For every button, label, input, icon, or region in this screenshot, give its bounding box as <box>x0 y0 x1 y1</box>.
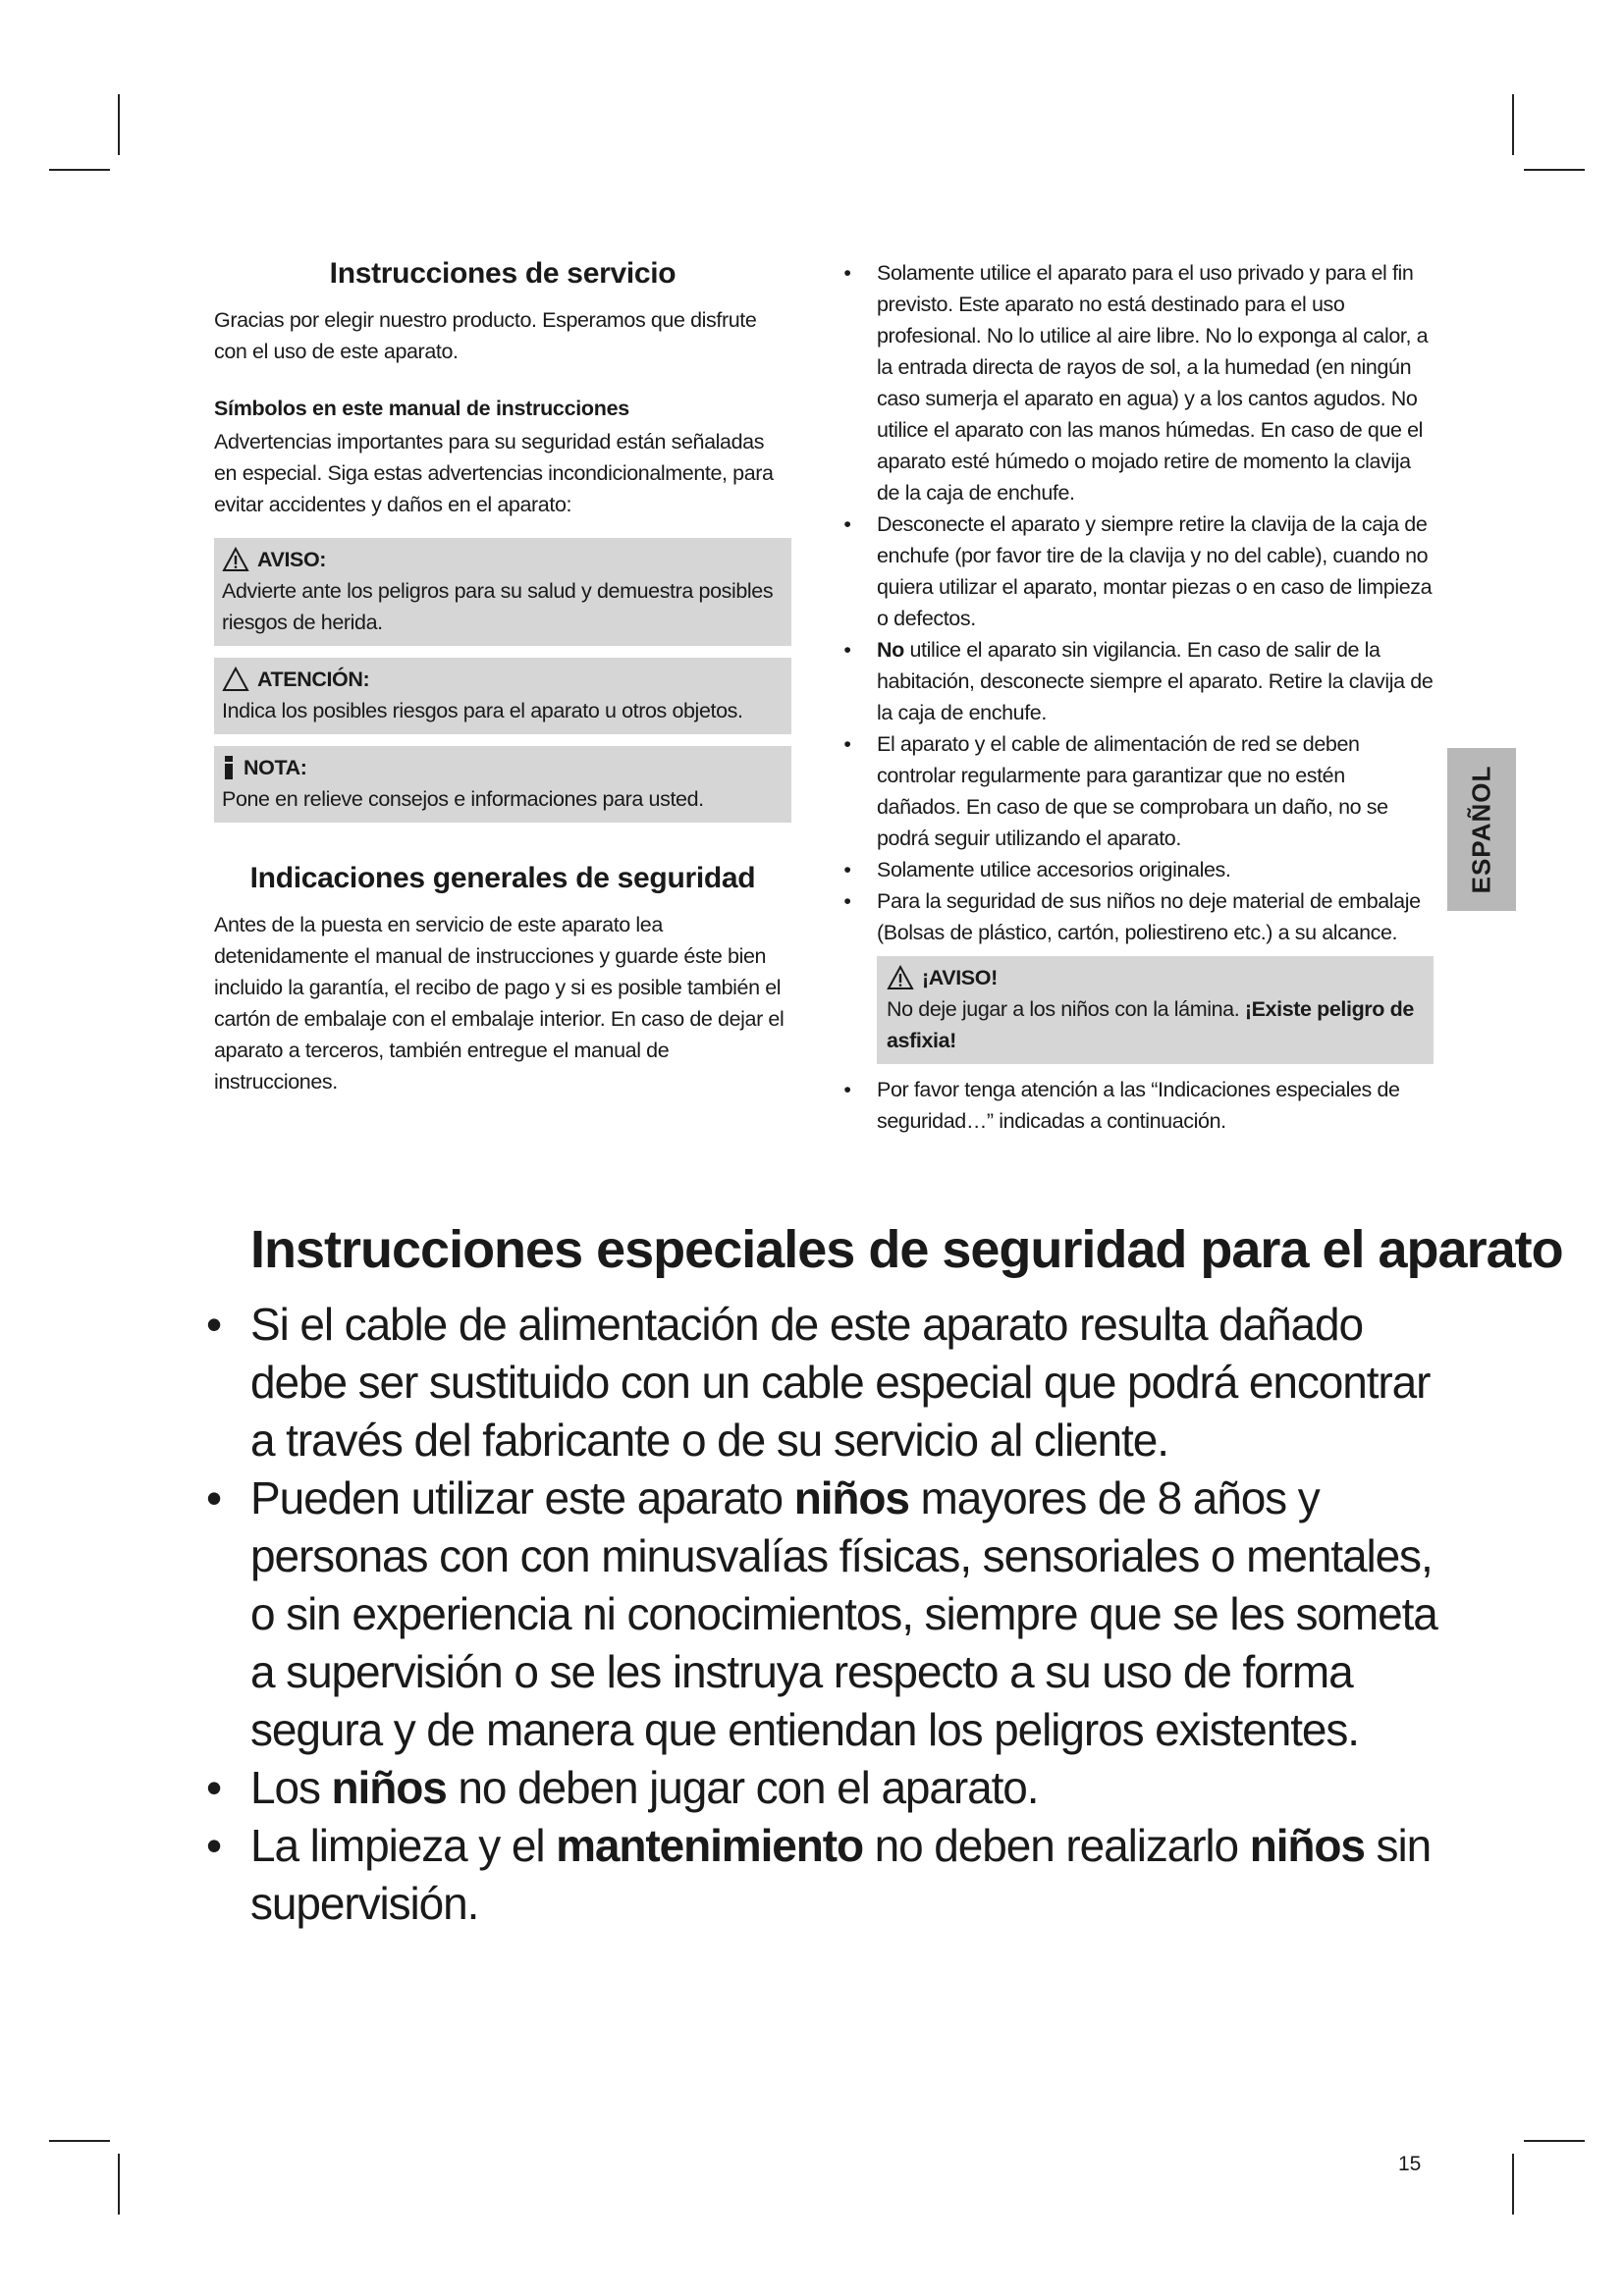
crop-mark <box>1512 2154 1514 2215</box>
bullet: • <box>206 1820 222 1871</box>
left-column <box>214 257 791 1097</box>
list-item: • La limpieza y el mantenimiento no deben realizarlo niños sin supervisión. <box>206 1817 1443 1933</box>
crop-mark <box>1512 94 1514 155</box>
general-safety-heading: Indicaciones generales de seguridad <box>249 862 756 894</box>
language-tab-label: ESPAÑOL <box>1466 765 1496 894</box>
nota-box <box>214 746 791 823</box>
nota-text: Pone en relieve consejos e informaciones para usted. <box>222 787 704 811</box>
list-item: • El aparato y el cable de alimentación de red se deben controlar regularmente para garantizar que no estén dañados. En caso de que se comprobara un daño, no se podrá seguir utilizando el aparato. <box>839 728 1434 854</box>
special-safety-title: Instrucciones especiales de seguridad para el aparato <box>250 1220 1563 1279</box>
atencion-text: Indica los posibles riesgos para el aparato u otros objetos. <box>222 699 743 722</box>
aviso-text: Advierte ante los peligros para su salud y demuestra posibles riesgos de herida. <box>222 579 774 634</box>
list-item: • Desconecte el aparato y siempre retire la clavija de la caja de enchufe (por favor tire de la clavija y no del cable), cuando no quiera utilizar el aparato, montar piezas o en caso de limpieza o defectos. <box>839 508 1434 634</box>
atencion-box <box>214 658 791 734</box>
bullet: • <box>206 1762 222 1813</box>
aviso-asfixia-box <box>877 956 1434 1064</box>
intro-text: Gracias por elegir nuestro producto. Esperamos que disfrute con el uso de este aparato. <box>214 308 757 363</box>
nota-label: NOTA: <box>244 756 307 779</box>
list-item: • No utilice el aparato sin vigilancia. En caso de salir de la habitación, desconecte siempre el aparato. Retire la clavija de la caja de enchufe. <box>839 634 1434 728</box>
atencion-title <box>222 664 784 695</box>
general-safety-text: Antes de la puesta en servicio de este aparato lea detenidamente el manual de instrucciones y guarde éste bien incluido la garantía, el recibo de pago y si es posible también el cartón de embalaje con el embalaje interior. En caso de dejar el aparato a terceros, también entregue el manual de instrucciones. <box>214 913 785 1094</box>
aviso-asfixia-label: ¡AVISO! <box>922 966 998 989</box>
safety-list-end <box>839 1074 1434 1137</box>
list-item: • Por favor tenga atención a las “Indicaciones especiales de seguridad…” indicadas a continuación. <box>839 1074 1434 1137</box>
crop-mark <box>118 2154 120 2215</box>
nota-title <box>222 752 784 783</box>
list-item: • Solamente utilice accesorios originales. <box>839 854 1434 885</box>
list-item: • Si el cable de alimentación de este aparato resulta dañado debe ser sustituido con un cable especial que podrá encontrar a través del fabricante o de su servicio al cliente. <box>206 1296 1443 1469</box>
language-tab <box>1447 748 1516 911</box>
bullet: • <box>843 512 851 536</box>
info-icon <box>222 755 236 780</box>
crop-mark <box>118 94 120 155</box>
crop-mark <box>49 169 110 171</box>
crop-mark <box>1524 2140 1585 2142</box>
aviso-label: AVISO: <box>257 548 327 571</box>
caution-icon <box>222 667 249 692</box>
symbols-heading: Símbolos en este manual de instrucciones <box>214 397 629 420</box>
bullet: • <box>206 1472 222 1523</box>
crop-mark <box>1524 169 1585 171</box>
right-column <box>839 257 1434 1137</box>
bullet: • <box>843 858 851 881</box>
bullet: • <box>843 889 851 913</box>
list-item: • Solamente utilice el aparato para el uso privado y para el fin previsto. Este aparato no está destinado para el uso profesional. No lo utilice al aire libre. No lo exponga al calor, a la entrada directa de rayos de sol, a la humedad (en ningún caso sumerja el aparato en agua) y a los cantos agudos. No utilice el aparato con las manos húmedas. En caso de que el aparato esté húmedo o mojado retire de momento la clavija de la caja de enchufe. <box>839 257 1434 508</box>
list-item: • Pueden utilizar este aparato niños mayores de 8 años y personas con con minusvalías físicas, sensoriales o mentales, o sin experiencia ni conocimientos, siempre que se les someta a supervisión o se les instruya respecto a su uso de forma segura y de manera que entiendan los peligros existentes. <box>206 1469 1443 1759</box>
warning-icon <box>222 547 249 572</box>
symbols-text: Advertencias importantes para su seguridad están señaladas en especial. Siga estas advertencias incondicionalmente, para evitar accidentes y daños en el aparato: <box>214 430 774 516</box>
bullet: • <box>206 1299 222 1350</box>
page-number: 15 <box>1398 2153 1422 2175</box>
crop-mark <box>49 2140 110 2142</box>
safety-list <box>839 257 1434 948</box>
bullet: • <box>843 732 851 756</box>
special-safety-list <box>206 1296 1443 1933</box>
bullet: • <box>843 638 851 662</box>
bullet: • <box>843 261 851 285</box>
list-item: • Los niños no deben jugar con el aparato. <box>206 1759 1443 1817</box>
aviso-title <box>222 544 784 575</box>
aviso-asfixia-text: No deje jugar a los niños con la lámina. ¡Existe peligro de asfixia! <box>887 997 1414 1052</box>
bullet: • <box>843 1078 851 1101</box>
atencion-label: ATENCIÓN: <box>257 667 370 691</box>
list-item: • Para la seguridad de sus niños no deje material de embalaje (Bolsas de plástico, cartón, poliestireno etc.) a su alcance. <box>839 885 1434 948</box>
aviso-asfixia-title <box>887 962 1424 993</box>
warning-icon <box>887 965 914 990</box>
section-title: Instrucciones de servicio <box>329 257 677 290</box>
aviso-box <box>214 538 791 646</box>
